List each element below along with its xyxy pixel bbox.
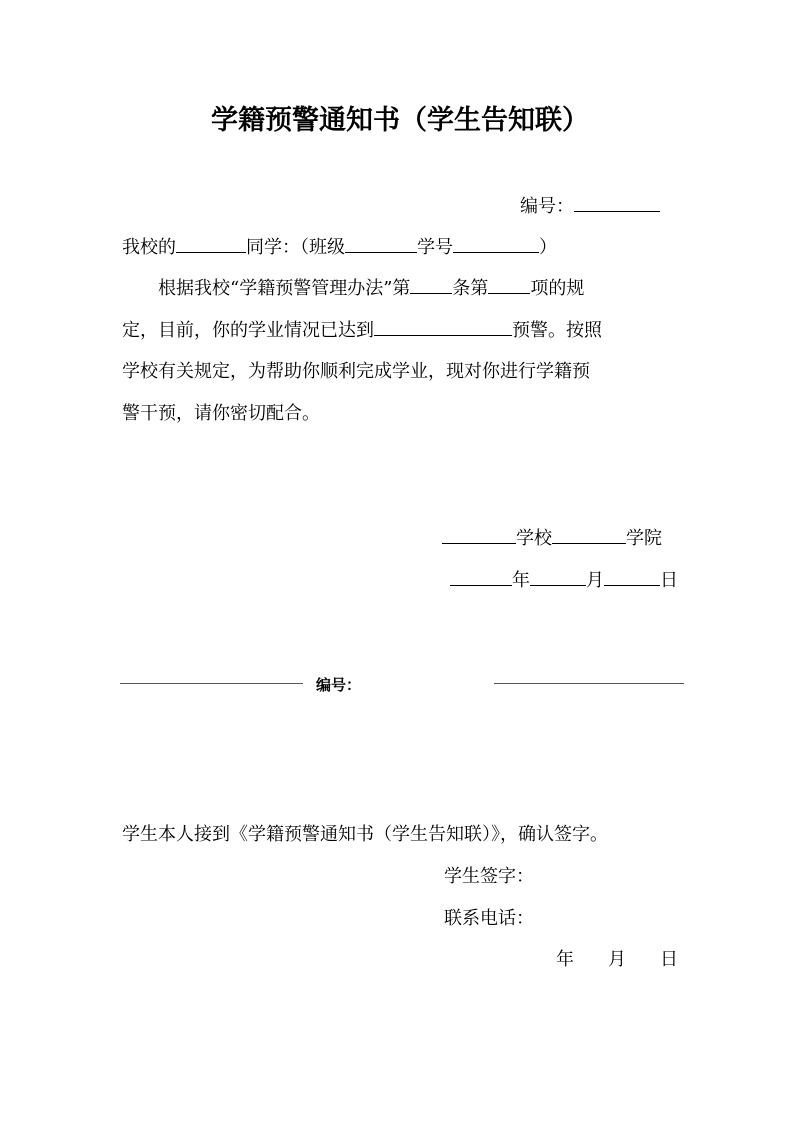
phone-label: 联系电话： [444,908,534,929]
divider-number-label: 编号： [316,676,362,694]
student-id-blank[interactable] [453,251,539,253]
body-line-3: 学校有关规定，为帮助你顺利完成学业，现对你进行学籍预 [122,361,590,382]
number-blank[interactable] [574,210,660,212]
body-line-4: 警干预，请你密切配合。 [122,403,320,424]
divider-right [494,683,684,684]
article-blank[interactable] [410,292,452,294]
day-label: 日 [660,570,678,591]
month-label: 月 [586,570,604,591]
school-label: 学校 [516,528,552,549]
receipt-date [556,945,678,971]
year-blank[interactable] [450,584,512,586]
day-blank[interactable] [604,584,660,586]
body-line-2 [122,316,602,342]
signature-label: 学生签字： [444,866,534,887]
date-line [450,566,678,592]
college-blank[interactable] [552,542,626,544]
issuer-line [442,524,662,550]
greeting-line [122,233,557,259]
greeting-suffix: ） [539,237,557,258]
school-blank[interactable] [442,542,516,544]
student-id-label: 学号 [417,237,453,258]
body-line-1 [158,274,584,300]
body-text: 项的规 [530,278,585,299]
month-blank[interactable] [530,584,586,586]
body-text: 定，目前，你的学业情况已达到 [122,320,374,341]
class-blank[interactable] [345,251,417,253]
year-label: 年 [512,570,530,591]
page-title: 学籍预警通知书（学生告知联） [211,105,589,136]
greeting-class-label: 同学：（班级 [246,237,345,258]
student-name-blank[interactable] [176,251,246,253]
college-label: 学院 [626,528,662,549]
number-row [520,192,660,218]
receipt-month-label: 月 [608,949,626,970]
greeting-prefix: 我校的 [122,237,176,258]
warning-level-blank[interactable] [374,334,512,336]
item-blank[interactable] [488,292,530,294]
body-text: 预警。按照 [512,320,602,341]
divider-left [120,683,303,684]
receipt-day-label: 日 [660,949,678,970]
receipt-statement: 学生本人接到《学籍预警通知书（学生告知联）》，确认签字。 [122,824,608,845]
body-text: 条第 [452,278,489,299]
receipt-year-label: 年 [556,949,574,970]
number-label: 编号： [520,196,574,217]
body-text: 根据我校“学籍预警管理办法”第 [158,278,411,299]
